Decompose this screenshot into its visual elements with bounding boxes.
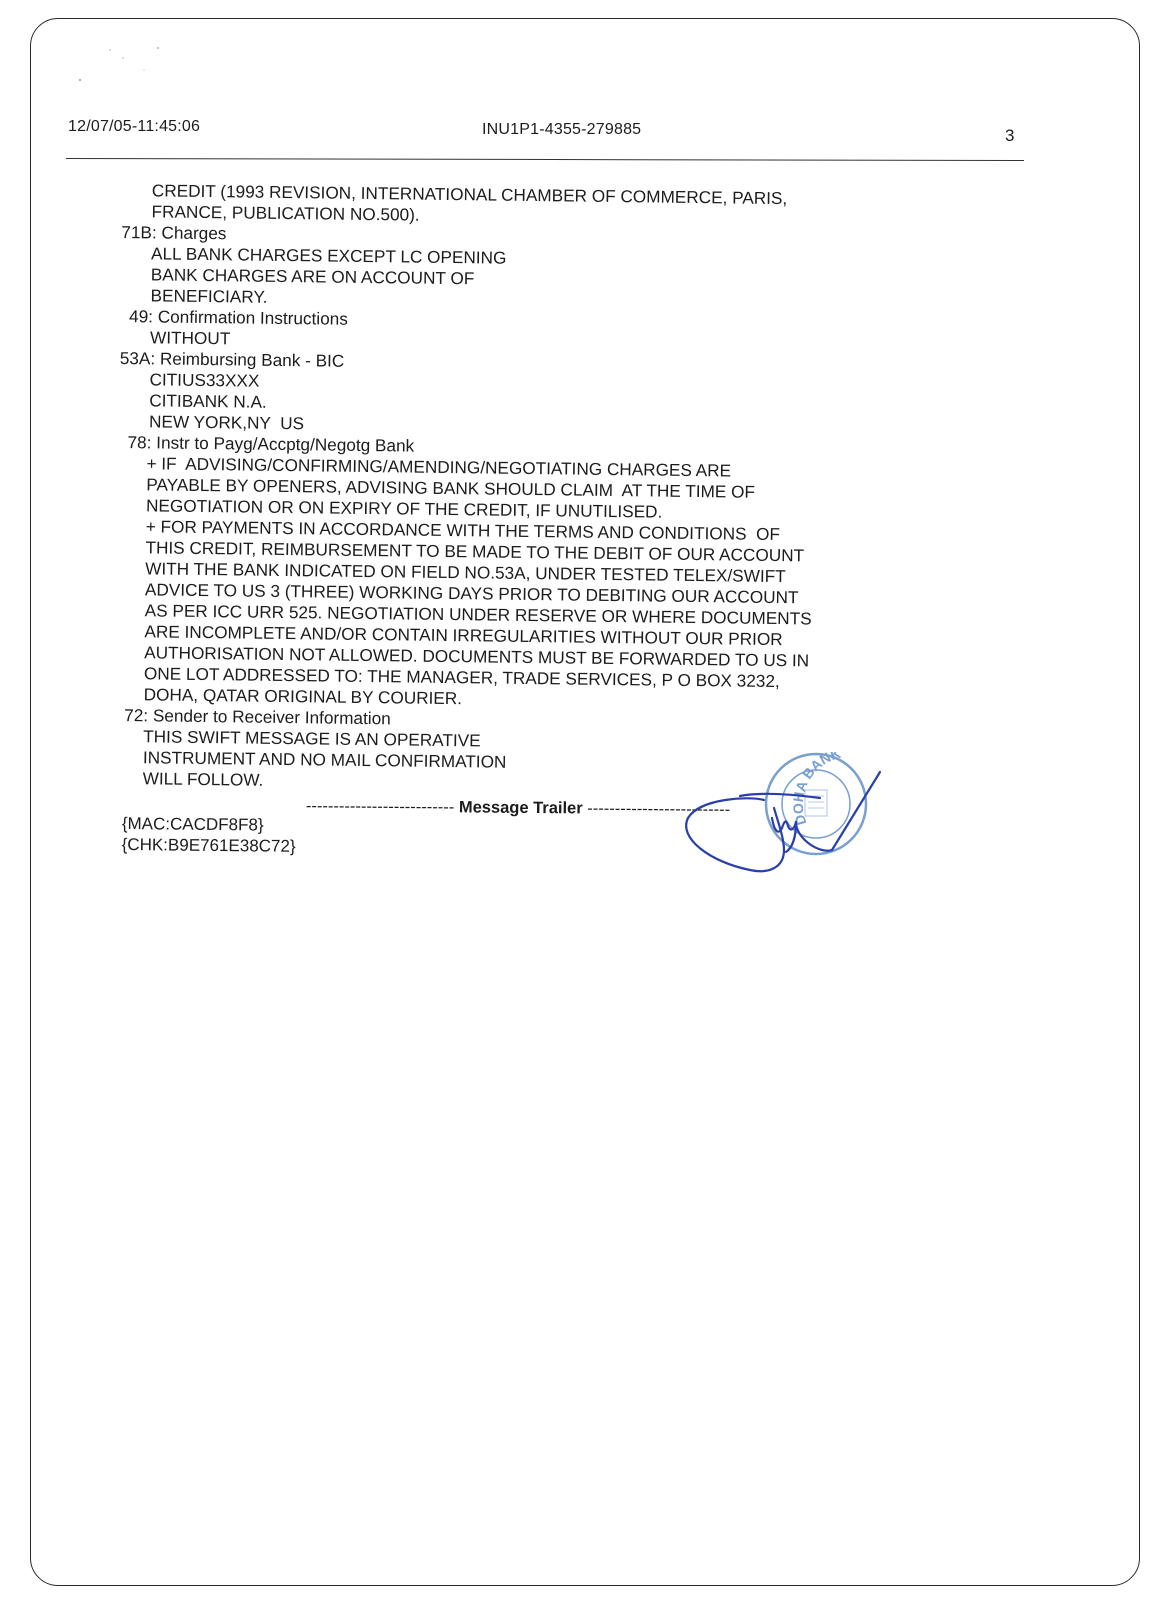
message-line: WITHOUT	[149, 327, 231, 349]
message-line: + IF ADVISING/CONFIRMING/AMENDING/NEGOTIATING CHARGES ARE	[146, 453, 732, 481]
message-line: FRANCE, PUBLICATION NO.500).	[151, 201, 420, 225]
message-line: BANK CHARGES ARE ON ACCOUNT OF	[150, 264, 475, 289]
message-line: WITH THE BANK INDICATED ON FIELD NO.53A, UNDER TESTED TELEX/SWIFT	[145, 558, 786, 587]
swift-message-body	[115, 180, 902, 798]
message-line: 71B: Charges	[121, 221, 227, 244]
message-line: ARE INCOMPLETE AND/OR CONTAIN IRREGULARITIES WITHOUT OUR PRIOR	[144, 621, 783, 650]
mac-code: {MAC:CACDF8F8}	[121, 813, 264, 835]
stamp-signature-graphic	[680, 752, 890, 892]
message-line: CREDIT (1993 REVISION, INTERNATIONAL CHAMBER OF COMMERCE, PARIS,	[151, 180, 788, 209]
message-line: INSTRUMENT AND NO MAIL CONFIRMATION	[142, 747, 507, 772]
message-line: AUTHORISATION NOT ALLOWED. DOCUMENTS MUST BE FORWARDED TO US IN	[144, 642, 810, 671]
chk-code: {CHK:B9E761E38C72}	[121, 834, 296, 856]
page-number: 3	[1005, 126, 1015, 145]
trailer-dashes-right: --------------------------	[587, 799, 731, 819]
message-timestamp: 12/07/05-11:45:06	[68, 118, 201, 135]
message-line: BENEFICIARY.	[150, 285, 268, 307]
message-line: 78: Instr to Payg/Accptg/Negotg Bank	[122, 432, 415, 456]
message-line: 49: Confirmation Instructions	[124, 306, 348, 329]
message-line: WILL FOLLOW.	[142, 768, 264, 790]
message-trailer	[306, 797, 730, 820]
message-line: THIS CREDIT, REIMBURSEMENT TO BE MADE TO THE DEBIT OF OUR ACCOUNT	[145, 537, 805, 566]
message-line: CITIUS33XXX	[149, 369, 260, 391]
message-line: CITIBANK N.A.	[149, 390, 267, 412]
message-line: ONE LOT ADDRESSED TO: THE MANAGER, TRADE SERVICES, P O BOX 3232,	[143, 663, 780, 692]
bank-stamp-and-signature	[680, 752, 890, 892]
trailer-dashes-left: ---------------------------	[305, 797, 455, 817]
message-line: PAYABLE BY OPENERS, ADVISING BANK SHOULD CLAIM AT THE TIME OF	[146, 474, 756, 502]
message-line: AS PER ICC URR 525. NEGOTIATION UNDER RESERVE OR WHERE DOCUMENTS	[144, 600, 812, 629]
signature-icon	[686, 772, 880, 871]
message-line: NEGOTIATION OR ON EXPIRY OF THE CREDIT, IF UNUTILISED.	[145, 495, 663, 522]
message-line: + FOR PAYMENTS IN ACCORDANCE WITH THE TERMS AND CONDITIONS OF	[145, 516, 781, 545]
message-line: THIS SWIFT MESSAGE IS AN OPERATIVE	[143, 726, 481, 751]
message-line: ALL BANK CHARGES EXCEPT LC OPENING	[150, 243, 507, 268]
bank-seal-icon	[766, 752, 866, 854]
message-line: DOHA, QATAR ORIGINAL BY COURIER.	[143, 684, 463, 709]
trailer-label: Message Trailer	[458, 798, 583, 818]
message-checksums	[122, 813, 296, 857]
stamp-text: DOHA BANK	[789, 752, 843, 828]
scan-speckle	[60, 40, 170, 90]
svg-text:DOHA BANK	[768, 752, 864, 830]
message-line: ADVICE TO US 3 (THREE) WORKING DAYS PRIOR TO DEBITING OUR ACCOUNT	[144, 579, 799, 608]
message-line: NEW YORK,NY US	[148, 411, 305, 434]
message-line: 53A: Reimbursing Bank - BIC	[119, 347, 345, 371]
message-line: 72: Sender to Receiver Information	[119, 705, 391, 729]
message-reference: INU1P1-4355-279885	[482, 121, 642, 138]
